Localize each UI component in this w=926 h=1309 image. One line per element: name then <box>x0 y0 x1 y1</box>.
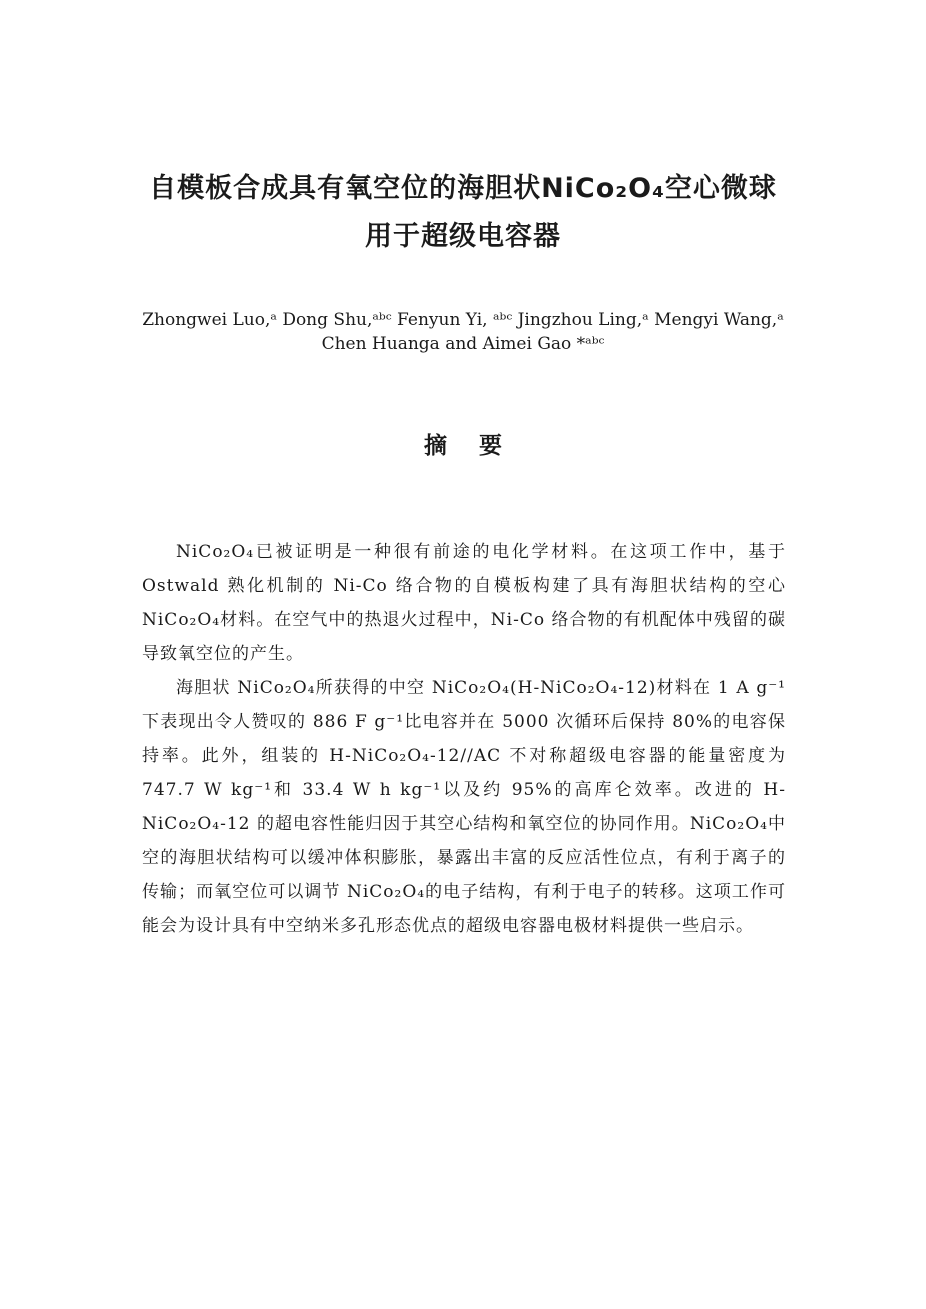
abstract-heading: 摘要 <box>424 433 534 459</box>
authors-line-1: Zhongwei Luo,ᵃ Dong Shu,ᵃᵇᶜ Fenyun Yi, ᵃᵇᶜ Jingzhou Ling,ᵃ Mengyi Wang,ᵃ <box>142 310 784 330</box>
authors-line-2: Chen Huanga and Aimei Gao *ᵃᵇᶜ <box>321 334 605 354</box>
author-list <box>100 308 826 356</box>
title-line-2: 用于超级电容器 <box>365 221 561 252</box>
abstract-paragraph-2: 海胆状 NiCo₂O₄所获得的中空 NiCo₂O₄(H-NiCo₂O₄-12)材料在 1 A g⁻¹下表现出令人赞叹的 886 F g⁻¹比电容并在 5000 次循环后保持 80%的电容保持率。此外，组装的 H-NiCo₂O₄-12//AC 不对称超级电容器的能量密度为 747.7 W kg⁻¹和 33.4 W h kg⁻¹以及约 95%的高库仑效率。改进的 H-NiCo₂O₄-12 的超电容性能归因于其空心结构和氧空位的协同作用。NiCo₂O₄中空的海胆状结构可以缓冲体积膨胀，暴露出丰富的反应活性位点，有利于离子的传输；而氧空位可以调节 NiCo₂O₄的电子结构，有利于电子的转移。这项工作可能会为设计具有中空纳米多孔形态优点的超级电容器电极材料提供一些启示。 <box>142 678 786 936</box>
title-line-1: 自模板合成具有氧空位的海胆状NiCo₂O₄空心微球 <box>149 173 777 204</box>
abstract-body <box>142 535 786 943</box>
abstract-paragraph-1: NiCo₂O₄已被证明是一种很有前途的电化学材料。在这项工作中，基于 Ostwald 熟化机制的 Ni-Co 络合物的自模板构建了具有海胆状结构的空心 NiCo₂O₄材料。在空气中的热退火过程中，Ni-Co 络合物的有机配体中残留的碳导致氧空位的产生。 <box>142 542 786 664</box>
paper-title <box>90 165 836 261</box>
